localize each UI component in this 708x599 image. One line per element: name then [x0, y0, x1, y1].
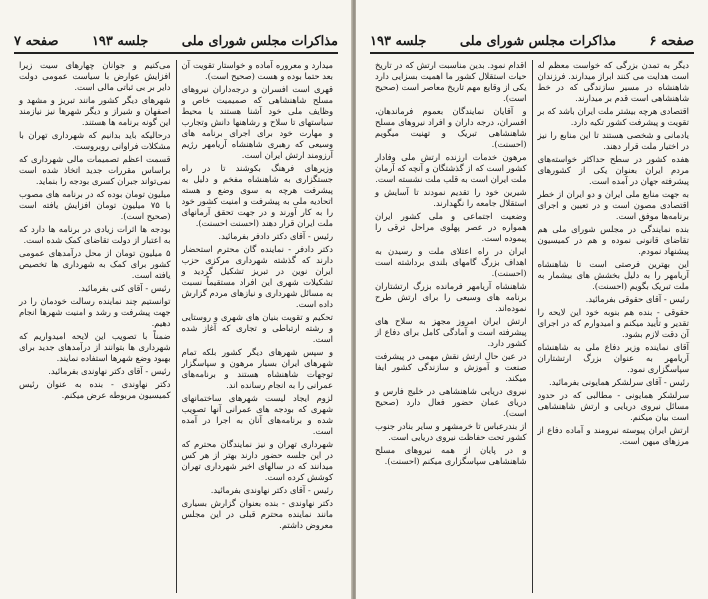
- text-column-right: [533, 60, 695, 593]
- paragraph: یادمانی و شخصی هستند تا این منابع را نیز در اختیار ملت قرار دهند.: [537, 130, 689, 151]
- paragraph: و در پایان از همه نیروهای مسلح شاهنشاهی سپاسگزاری میکنم (احسنت).: [375, 445, 527, 466]
- paragraph: ایران در راه اعتلای ملت و رسیدن به اهداف بزرگ گامهای بلندی برداشته است (احسنت).: [375, 246, 527, 278]
- paragraph: آقای نماینده وزیر دفاع ملی به شاهنشاه آریامهر به عنوان بزرگ ارتشتاران سپاسگزاری نمود.: [537, 342, 689, 374]
- paragraph: می‌کنیم و جوانان چهارهای سیت زیرا افزایش عوارض با سیاست عمومی دولت دایر بر بی ثباتی مالی است.: [19, 60, 171, 92]
- paragraph: به جهت منابع ملی ایران و دو ایران از خطر اقتصادی مصون است و در تعیین و اجرای برنامه‌ها موفق است.: [537, 189, 689, 221]
- paragraph: وضعیت اجتماعی و ملی کشور ایران همواره در عصر پهلوی مراحل ترقی را پیموده است.: [375, 211, 527, 243]
- paragraph: رئیس - آقای دکتر دادفر بفرمائید.: [218, 231, 333, 241]
- paragraph: تحکیم و تقویت بنیان های شهری و روستایی و رشته ارتباطی و تجاری که آغاز شده است.: [181, 312, 333, 344]
- paragraph: شاهنشاه آریامهر فرمانده بزرگ ارتشتاران برنامه های وسیعی را برای ارتش طرح نموده‌اند.: [375, 281, 527, 313]
- journal-title: مذاکرات مجلس شورای ملی: [181, 33, 338, 49]
- paragraph: شهرداری تهران و نیز نمایندگان محترم که در این جلسه حضور دارند بهتر از هر کس میدانند که در سالهای اخیر شهرداری تهران کوشش کرده است.: [181, 439, 333, 482]
- paragraph: ارتش ایران پیوسته نیرومند و آماده دفاع از مرزهای میهن است.: [537, 425, 689, 446]
- paragraph: اقدام نمود. بدین مناسبت ارتش که در تاریخ حیات استقلال کشور ما اهمیت بسزایی دارد یکی از وقایع مهم تاریخ معاصر است (صحیح است).: [375, 60, 527, 103]
- page-left: [0, 0, 352, 599]
- page-columns-right: [370, 60, 694, 593]
- paragraph: رئیس - آقای دکتر نهاوندی بفرمائید.: [48, 366, 171, 376]
- paragraph: شیرین خود را تقدیم نمودند تا آسایش و استقلال جامعه را نگهدارند.: [375, 187, 527, 208]
- paragraph: سرلشکر همایونی - مطالبی که در حدود مسائل نیروی دریایی و ارتش شاهنشاهی است بیان میکنم.: [537, 390, 689, 422]
- paragraph: رئیس - آقای دکتر نهاوندی بفرمائید.: [210, 485, 333, 495]
- paragraph: رئیس - آقای حقوقی بفرمائید.: [585, 294, 689, 304]
- paragraph: دکتر نهاوندی - بنده به عنوان رئیس کمیسیون مربوطه عرض میکنم.: [19, 379, 171, 400]
- paragraph: ۵ میلیون تومان از محل درآمدهای عمومی کشور برای کمک به شهرداری ها تخصیص یافته است.: [19, 248, 171, 280]
- paragraph: شهرهای دیگر کشور مانند تبریز و مشهد و اصفهان و شیراز و دیگر شهرها نیز نیازمند این گونه برنامه ها هستند.: [19, 95, 171, 127]
- journal-title: مذاکرات مجلس شورای ملی: [459, 33, 617, 49]
- paragraph: مرهون خدمات ارزنده ارتش ملی وفادار کشور است که از گذشتگان و آنچه که آرمان ملت ایران است به قلب ملت نشسته است.: [375, 152, 527, 184]
- paragraph: از بندرعباس تا خرمشهر و سایر بنادر جنوب کشور تحت حفاظت نیروی دریایی است.: [375, 421, 527, 442]
- paragraph: و آقایان نمایندگان بعموم فرماندهان، افسران، درجه داران و افراد نیروهای مسلح شاهنشاهی تبریک و تهنیت میگویم (احسنت).: [375, 106, 527, 149]
- session-label: جلسه ۱۹۳: [91, 33, 149, 49]
- page-header-left: [14, 30, 338, 54]
- paragraph: ضمناً با تصویب این لایحه امیدواریم که شهرداری ها بتوانند از درآمدهای جدید برای بهبود وضع شهرها استفاده نمایند.: [19, 331, 171, 363]
- session-label: جلسه ۱۹۳: [370, 33, 427, 49]
- text-column-right: [177, 60, 339, 593]
- paragraph: دکتر دادفر - نماینده گان محترم استحضار دارند که گذشته شهرداری مرکزی حزب ایران نوین در تبریز تشکیل گردید و تشکیلات شهری این افراد مستقیماً نسبت به مسائل شهرداری و نیازهای مردم گزارش داده است.: [181, 244, 333, 309]
- page-label: صفحه ۷: [14, 33, 59, 49]
- page-header-right: [370, 30, 694, 54]
- paragraph: و سپس شهرهای دیگر کشور بلکه تمام شهرهای ایران بسیار مرهون و سپاسگزار توجهات شاهنشاه هستند و برنامه‌های عمرانی را به انجام رسانده اند.: [181, 347, 333, 390]
- text-column-left: [370, 60, 532, 593]
- text-column-left: [14, 60, 176, 593]
- paragraph: قهری است افسران و درجه‌داران نیروهای مسلح شاهنشاهی که صمیمیت خاص و وظایف ملی خود آشنا هستند یا محیط سیاستهای تا سلاح و رشاهنها دانش وتجارب و مهارت خود برای اجرای برنامه های وسیعی که رهبری شاهنشاه آریامهر رژیم آرزومند ارتش ایران است.: [181, 84, 333, 160]
- page-right: [356, 0, 708, 599]
- paragraph: حقوقی - بنده هم بنوبه خود این لایحه را تقدیر و تأیید میکنم و امیدوارم که در اجرای آن دقت لازم بشود.: [537, 307, 689, 339]
- paragraph: این بهترین فرصتی است تا شاهنشاه آریامهر را به دلیل بخشش های بیشمار به ملت تبریک بگویم (احسنت).: [537, 259, 689, 291]
- paragraph: رئیس - آقای کنی بفرمائید.: [78, 283, 171, 293]
- paragraph: درحالیکه باید بدانیم که شهرداری تهران با مشکلات فراوانی روبروست.: [19, 130, 171, 151]
- paragraph: بودجه ها اثرات زیادی در برنامه ها دارد که به اعتبار از دولت تقاضای کمک شده است.: [19, 224, 171, 245]
- paragraph: وزیرهای فرهنگ بکوشند تا در راه جستگزاری به شاهنشاه مفخم و دلیل به پیشرفت هرچه به سوی وضع و هسته اتحادیه ملی به پیشرفت و امنیت کشور خود را به کار آورند و در جهت تحقق آرمانهای ملت ایران قرار دهند (احسنت احسنت).: [181, 163, 333, 228]
- page-label: صفحه ۶: [649, 33, 694, 49]
- paragraph: دیگر به تمدن بزرگی که خواست معظم له است هدایت می کنند ابراز میدارند. فرزندان شاهنشاه در مسیر سازندگی که در خط شاهنشاهی است قدم بر میدارند.: [537, 60, 689, 103]
- paragraph: هفده کشور در سطح حداکثر خواسته‌های مردم ایران بعنوان یکی از کشورهای پیشرفته جهان در آمده است.: [537, 154, 689, 186]
- paragraph: توانستیم چند نماینده رسالت خودمان را در جهت پیشرفت و رشد و امنیت شهرها انجام دهیم.: [19, 296, 171, 328]
- paragraph: در عین حال ارتش نقش مهمی در پیشرفت صنعت و آموزش و سازندگی کشور ایفا میکند.: [375, 351, 527, 383]
- paragraph: دکتر نهاوندی - بنده بعنوان گزارش بسیاری مانند نماینده محترم قبلی در این مجلس معروض داشتم.: [181, 498, 333, 530]
- column-divider: [176, 60, 177, 593]
- paragraph: میلیون تومان بوده که در برنامه های مصوب با ۷۵ میلیون تومان افزایش یافته است (صحیح است).: [19, 189, 171, 221]
- paragraph: بنده نمایندگی در مجلس شورای ملی هم تقاضای قانونی نموده و هم در کمیسیون پیشنهاد نمودم.: [537, 224, 689, 256]
- paragraph: رئیس - آقای سرلشکر همایونی بفرمائید.: [549, 377, 689, 387]
- paragraph: نیروی دریایی شاهنشاهی در خلیج فارس و دریای عمان حضور فعال دارد (صحیح است).: [375, 386, 527, 418]
- paragraph: ارتش ایران امروز مجهز به سلاح های پیشرفته است و آمادگی کامل برای دفاع از کشور دارد.: [375, 316, 527, 348]
- column-divider: [532, 60, 533, 593]
- page-columns-left: [14, 60, 338, 593]
- paragraph: میدارد و معروره آماده و خواستار تقویت آن بعد حتما بوده و هست (صحیح است).: [181, 60, 333, 81]
- paragraph: اقتصادی هرچه بیشتر ملت ایران باشد که بر تقویت و پیشرفت کشور تکیه دارد.: [537, 106, 689, 127]
- paragraph: قسمت اعظم تصمیمات مالی شهرداری که براساس مقررات جدید اتخاذ شده است نمی‌تواند جبران کسری بودجه را بنماید.: [19, 154, 171, 186]
- paragraph: لزوم ایجاد لیست شهرهای ساختمانهای شهری که بودجه های عمرانی آنها تصویب شده و برنامه‌های آنان به اجرا در آمده است.: [181, 393, 333, 436]
